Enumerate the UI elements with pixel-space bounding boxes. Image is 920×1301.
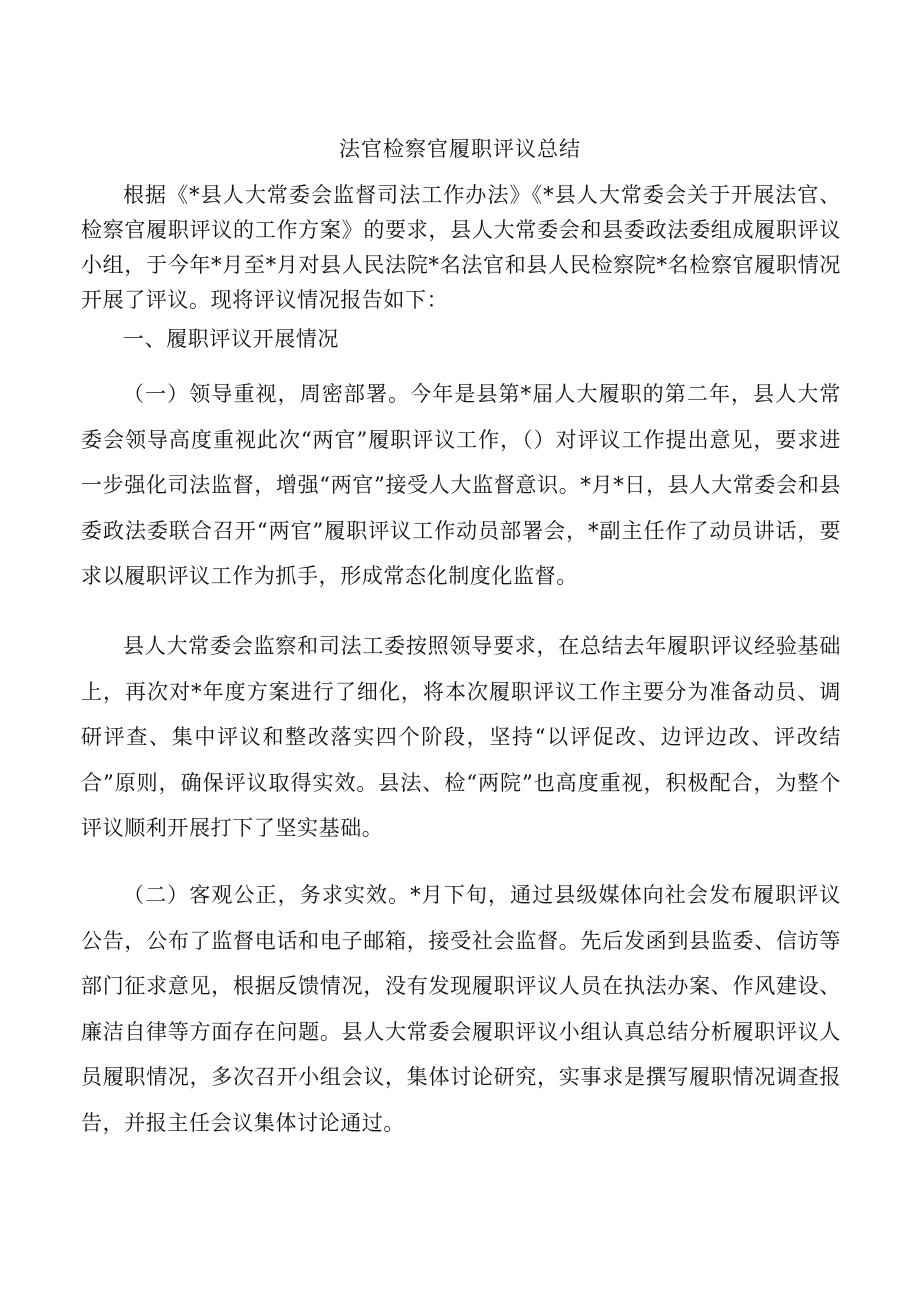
document-title: 法官检察官履职评议总结 [339, 137, 581, 161]
section-heading: 一、履职评议开展情况 [123, 327, 339, 351]
paragraph-committee-plan: 县人大常委会监察和司法工委按照领导要求，在总结去年履职评议经验基础上，再次对*年度方案进行了细化，将本次履职评议工作主要分为准备动员、调研评查、集中评议和整改落实四个阶段，坚持“以评促改、边评边改、评改结合”原则，确保评议取得实效。县法、检“两院”也高度重视，积极配合，为整个评议顺利开展打下了坚实基础。 [81, 634, 841, 840]
paragraph-leadership: （一）领导重视，周密部署。今年是县第*届人大履职的第二年，县人大常委会领导高度重视此次“两官”履职评议工作，（）对评议工作提出意见，要求进一步强化司法监督，增强“两官”接受人大监督意识。*月*日，县人大常委会和县委政法委联合召开“两官”履职评议工作动员部署会，*副主任作了动员讲话，要求以履职评议工作为抓手，形成常态化制度化监督。 [81, 382, 841, 588]
paragraph-objective-fair: （二）客观公正，务求实效。*月下旬，通过县级媒体向社会发布履职评议公告，公布了监督电话和电子邮箱，接受社会监督。先后发函到县监委、信访等部门征求意见，根据反馈情况，没有发现履职评议人员在执法办案、作风建设、廉洁自律等方面存在问题。县人大常委会履职评议小组认真总结分析履职评议人员履职情况，多次召开小组会议，集体讨论研究，实事求是撰写履职情况调查报告，并报主任会议集体讨论通过。 [81, 883, 841, 1135]
intro-paragraph: 根据《*县人大常委会监督司法工作办法》《*县人大常委会关于开展法官、检察官履职评议的工作方案》的要求，县人大常委会和县委政法委组成履职评议小组，于今年*月至*月对县人民法院*名法官和县人民检察院*名检察官履职情况开展了评议。现将评议情况报告如下： [81, 183, 841, 312]
